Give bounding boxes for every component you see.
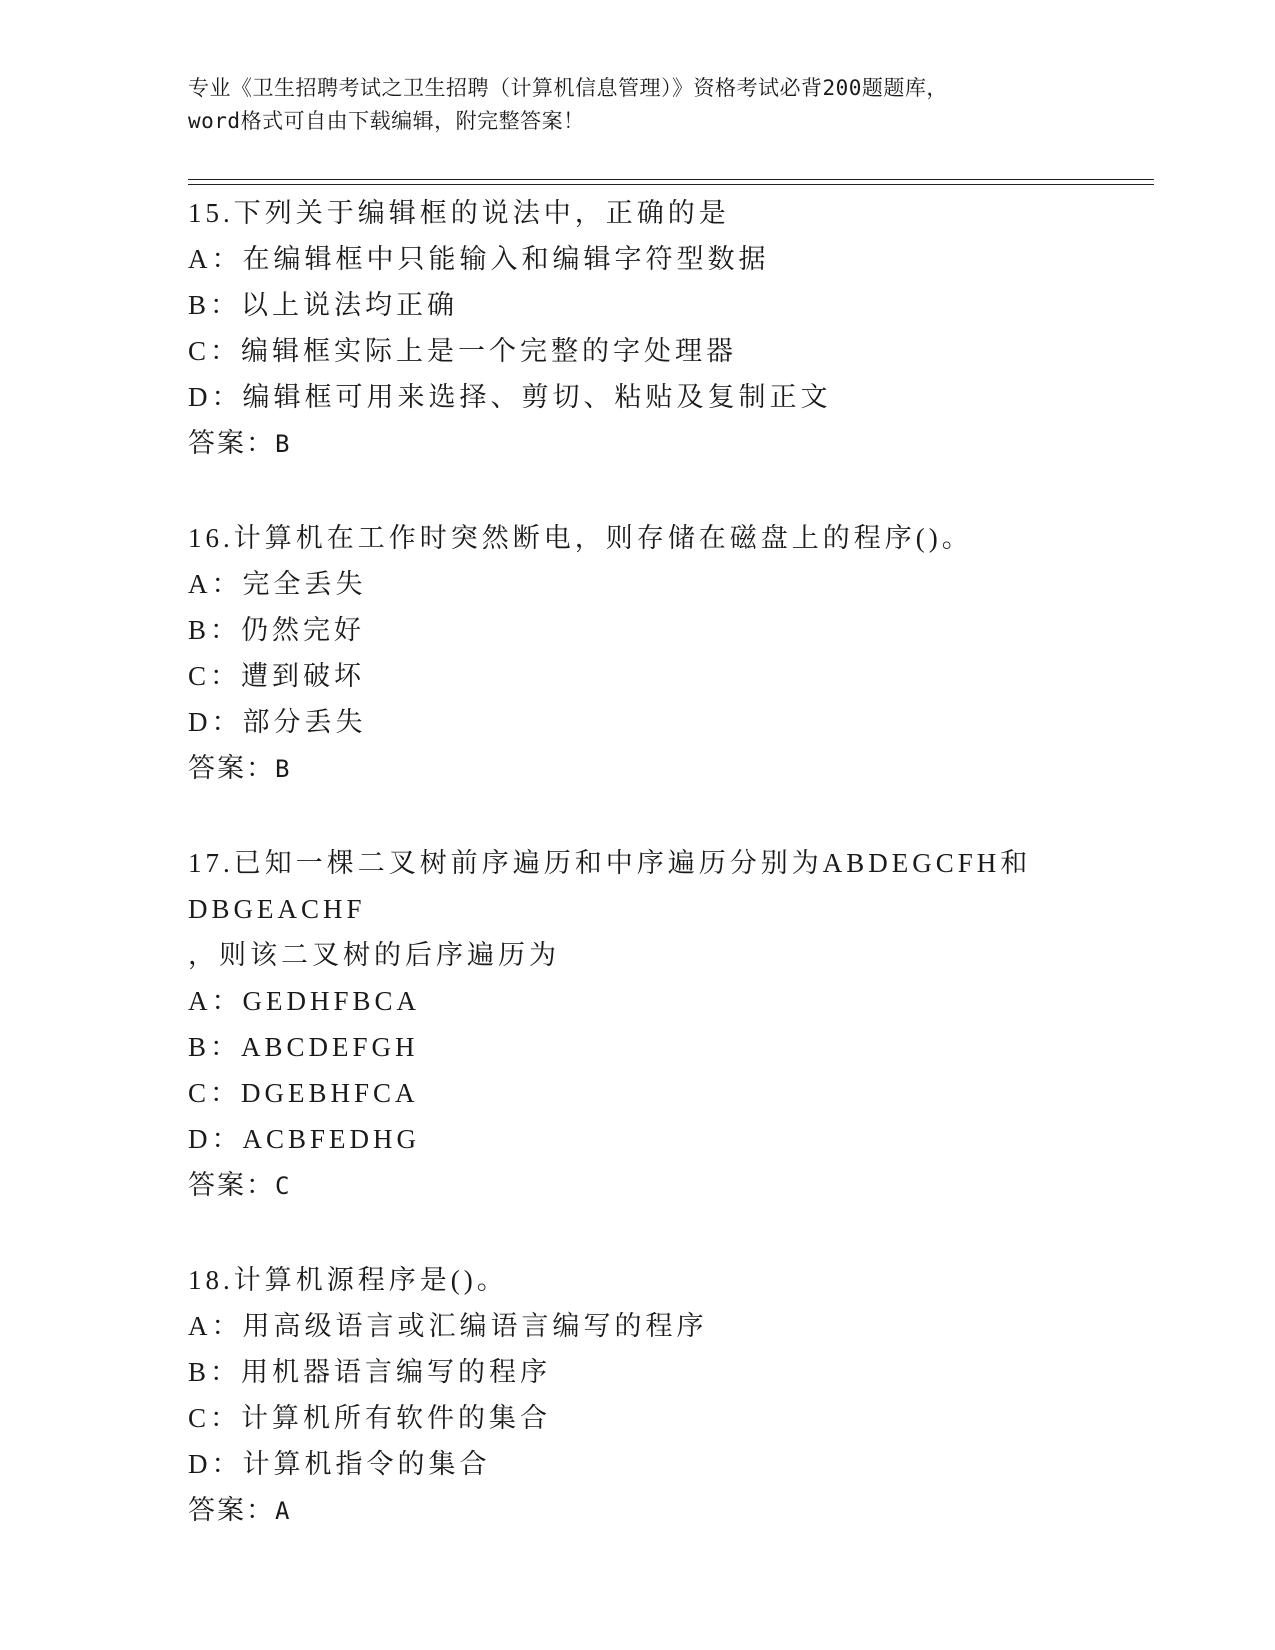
question-stem-line-1: 17.已知一棵二叉树前序遍历和中序遍历分别为ABDEGCFH和DBGEACHF xyxy=(188,848,1032,924)
document-header xyxy=(188,72,1088,138)
option-b: B：用机器语言编写的程序 xyxy=(188,1357,552,1387)
option-b: B：以上说法均正确 xyxy=(188,290,459,320)
question-stem: 15.下列关于编辑框的说法中，正确的是 xyxy=(188,198,730,228)
answer-label: 答案： xyxy=(188,753,275,783)
question-stem: 18.计算机源程序是()。 xyxy=(188,1265,508,1295)
option-a: A：完全丢失 xyxy=(188,569,367,599)
question-list xyxy=(188,190,1148,1534)
header-line-1: 专业《卫生招聘考试之卫生招聘（计算机信息管理）》资格考试必背200题题库， xyxy=(188,76,948,100)
option-b: B：ABCDEFGH xyxy=(188,1032,419,1062)
answer-line xyxy=(188,745,1148,792)
question-17 xyxy=(188,840,1148,1209)
answer-line xyxy=(188,1162,1148,1209)
answer-label: 答案： xyxy=(188,1170,275,1200)
option-d: D：部分丢失 xyxy=(188,707,367,737)
option-d: D：计算机指令的集合 xyxy=(188,1449,491,1479)
answer-value: B xyxy=(275,755,290,783)
header-line-2: word格式可自由下载编辑，附完整答案！ xyxy=(188,109,585,133)
answer-line xyxy=(188,420,1148,467)
option-a: A：在编辑框中只能输入和编辑字符型数据 xyxy=(188,244,770,274)
option-d: D：编辑框可用来选择、剪切、粘贴及复制正文 xyxy=(188,382,832,412)
header-rule-bottom xyxy=(188,184,1154,185)
option-c: C：遭到破坏 xyxy=(188,661,366,691)
option-c: C：编辑框实际上是一个完整的字处理器 xyxy=(188,336,738,366)
header-rule-top xyxy=(188,179,1154,180)
question-18 xyxy=(188,1257,1148,1534)
answer-value: B xyxy=(275,430,290,458)
question-15 xyxy=(188,190,1148,467)
option-b: B：仍然完好 xyxy=(188,615,366,645)
option-a: A：GEDHFBCA xyxy=(188,986,421,1016)
question-16 xyxy=(188,515,1148,792)
answer-label: 答案： xyxy=(188,1495,275,1525)
answer-label: 答案： xyxy=(188,428,275,458)
question-stem-line-2: ，则该二叉树的后序遍历为 xyxy=(188,940,560,970)
option-d: D：ACBFEDHG xyxy=(188,1124,421,1154)
option-a: A：用高级语言或汇编语言编写的程序 xyxy=(188,1311,708,1341)
option-c: C：DGEBHFCA xyxy=(188,1078,419,1108)
answer-line xyxy=(188,1487,1148,1534)
question-stem: 16.计算机在工作时突然断电，则存储在磁盘上的程序()。 xyxy=(188,523,973,553)
answer-value: C xyxy=(275,1172,290,1200)
answer-value: A xyxy=(275,1497,290,1525)
option-c: C：计算机所有软件的集合 xyxy=(188,1403,552,1433)
